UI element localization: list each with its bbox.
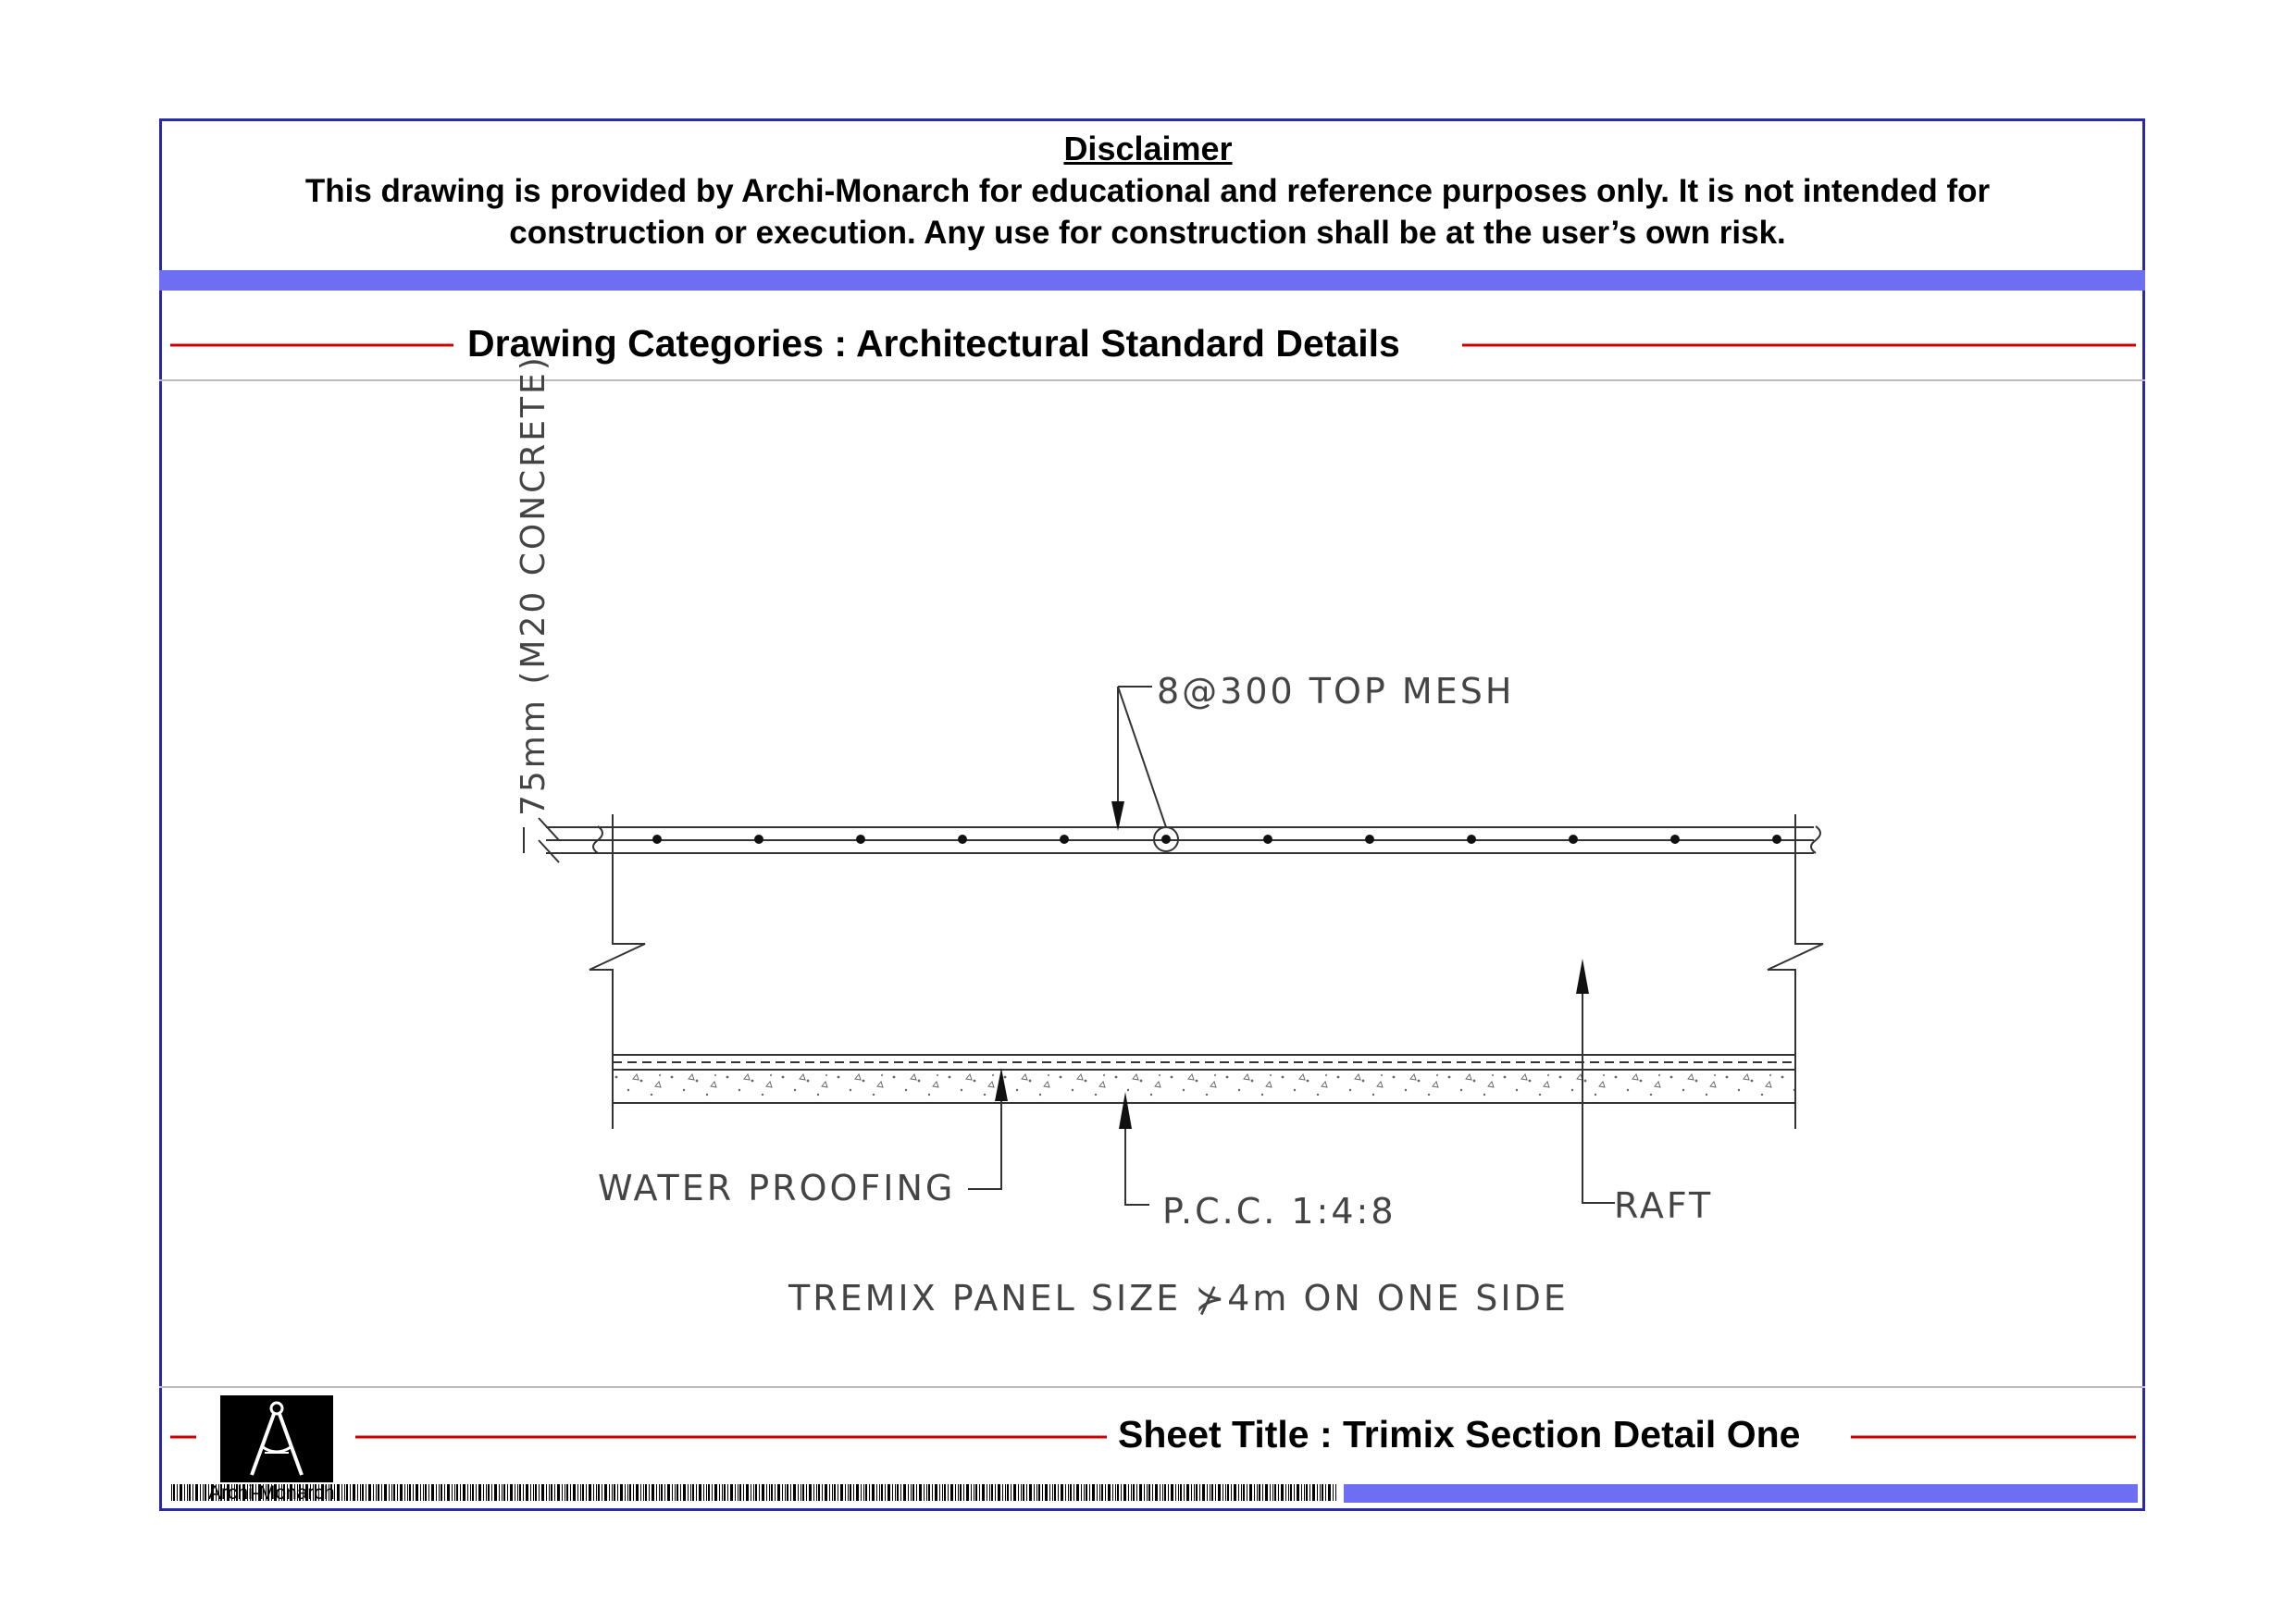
barcode-strip <box>170 1484 1336 1501</box>
pcc-label: P.C.C. 1:4:8 <box>1162 1191 1396 1232</box>
category-title: Drawing Categories : Architectural Standard Details <box>467 322 1400 365</box>
disclaimer-text: This drawing is provided by Archi-Monarch for educational and reference purposes only. It is not intended for construction or execution. Any use for construction shall be at the user’s own risk. <box>304 173 1991 251</box>
panel-note: TREMIX PANEL SIZE ⊁4m ON ONE SIDE <box>788 1278 1569 1319</box>
concrete-label: 75mm (M20 CONCRETE) <box>515 354 552 816</box>
pcc-hatch <box>614 1071 1794 1102</box>
sheet-title: Sheet Title : Trimix Section Detail One <box>1118 1413 1801 1456</box>
raft-arrowhead <box>1576 959 1589 994</box>
waterproofing-label: WATER PROOFING <box>598 1168 956 1208</box>
disclaimer-title: Disclaimer <box>1063 130 1233 167</box>
mesh-label: 8@300 TOP MESH <box>1157 671 1515 712</box>
raft-label: RAFT <box>1614 1185 1714 1226</box>
footer-band <box>1344 1484 2138 1503</box>
top-slab <box>524 818 1820 862</box>
